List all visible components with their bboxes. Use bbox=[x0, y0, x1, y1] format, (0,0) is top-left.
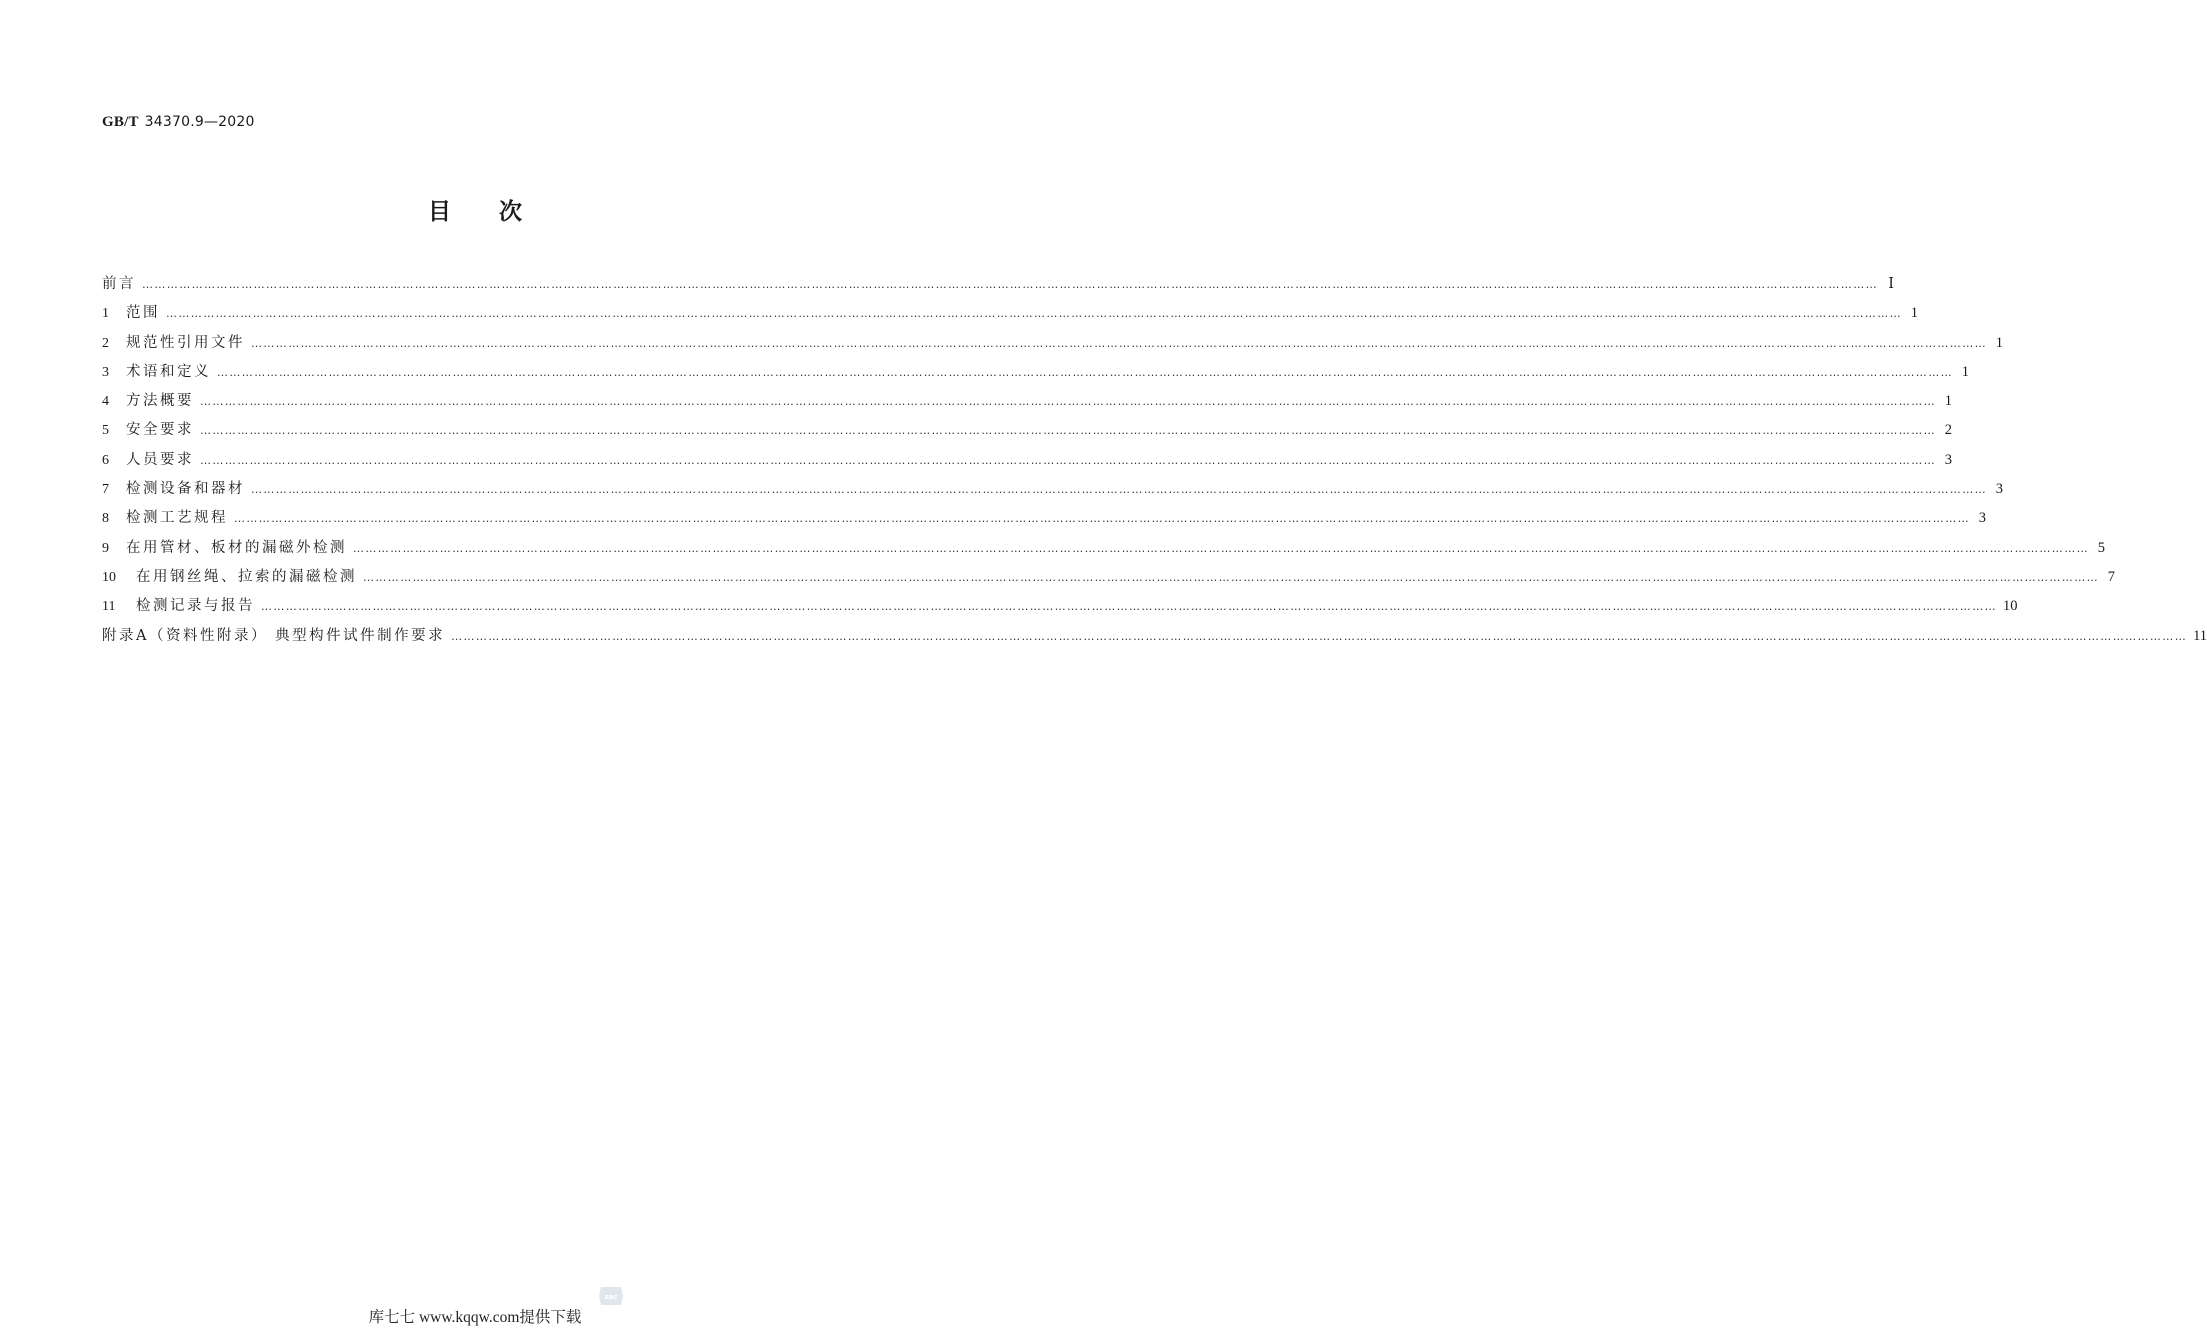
toc-entry-page: 5 bbox=[2097, 539, 2105, 556]
toc-entry-appendix-a[interactable] bbox=[102, 622, 2207, 651]
dot-leader: …………………………………………………………………………………………………………………………………………………………………………………………………………………………………………………………………………………………………………………………………………………………………………………… bbox=[363, 570, 2099, 584]
toc-entry-label: 方法概要 bbox=[126, 393, 194, 410]
page-title: 目次 bbox=[428, 199, 570, 225]
dot-leader: …………………………………………………………………………………………………………………………………………………………………………………………………………………………………………………………………………………………………………………………………………………………………………………… bbox=[251, 483, 1987, 497]
toc-entry-number: 1 bbox=[102, 306, 109, 322]
toc-entry-label: 在用钢丝绳、拉索的漏磁检测 bbox=[136, 568, 357, 585]
dot-leader: …………………………………………………………………………………………………………………………………………………………………………………………………………………………………………………………………………………………………………………………………………………………………………………… bbox=[200, 424, 1936, 438]
toc-entry-10[interactable] bbox=[102, 563, 2115, 592]
toc-entry-number: 8 bbox=[102, 511, 109, 527]
toc-entry-11[interactable] bbox=[102, 592, 2018, 621]
toc-entry-page: 11 bbox=[2193, 627, 2207, 644]
toc-entry-page: 3 bbox=[1978, 510, 1986, 527]
download-source-footer: 库七七 www.kqqw.com提供下载 bbox=[368, 1309, 582, 1326]
toc-entry-page: 3 bbox=[1995, 481, 2003, 498]
toc-entry-number: 4 bbox=[102, 394, 109, 410]
toc-entry-page: 2 bbox=[1944, 422, 1952, 439]
toc-entry-number: 6 bbox=[102, 452, 109, 468]
toc-entry-label: 检测记录与报告 bbox=[136, 598, 255, 615]
dot-leader: …………………………………………………………………………………………………………………………………………………………………………………………………………………………………………………………………………………………………………………………………………………………………………………… bbox=[142, 278, 1878, 291]
toc-entry-page: Ⅰ bbox=[1888, 276, 1894, 292]
dot-leader: …………………………………………………………………………………………………………………………………………………………………………………………………………………………………………………………………………………………………………………………………………………………………………………… bbox=[166, 307, 1902, 321]
toc-entry-3[interactable] bbox=[102, 358, 1969, 387]
toc-entry-label: 人员要求 bbox=[126, 451, 194, 468]
toc-entry-foreword[interactable] bbox=[102, 270, 1894, 299]
toc-entry-5[interactable] bbox=[102, 416, 1952, 445]
standard-number bbox=[102, 114, 255, 131]
toc-entry-9[interactable] bbox=[102, 534, 2105, 563]
toc-entry-label: 术语和定义 bbox=[126, 363, 211, 380]
standard-code: 34370.9—2020 bbox=[144, 114, 255, 130]
toc-entry-4[interactable] bbox=[102, 387, 1952, 416]
toc-entry-number: 3 bbox=[102, 364, 109, 380]
sac-logo-icon bbox=[598, 1285, 624, 1307]
dot-leader: …………………………………………………………………………………………………………………………………………………………………………………………………………………………………………………………………………………………………………………………………………………………………………………… bbox=[251, 336, 1987, 350]
toc-entry-2[interactable] bbox=[102, 329, 2003, 358]
toc-entry-page: 3 bbox=[1944, 451, 1952, 468]
toc-entry-number: 9 bbox=[102, 540, 109, 556]
toc-entry-label: 前言 bbox=[102, 276, 136, 292]
toc-entry-7[interactable] bbox=[102, 475, 2003, 504]
dot-leader: …………………………………………………………………………………………………………………………………………………………………………………………………………………………………………………………………………………………………………………………………………………………………………………… bbox=[353, 541, 2089, 555]
toc-entry-label: 检测设备和器材 bbox=[126, 481, 245, 498]
toc-entry-page: 1 bbox=[1944, 393, 1952, 410]
toc-entry-page: 1 bbox=[1995, 334, 2003, 351]
toc-entry-page: 1 bbox=[1961, 363, 1969, 380]
dot-leader: …………………………………………………………………………………………………………………………………………………………………………………………………………………………………………………………………………………………………………………………………………………………………………………… bbox=[234, 512, 1970, 526]
toc-entry-number: 10 bbox=[102, 569, 116, 585]
toc-entry-page: 1 bbox=[1910, 305, 1918, 322]
svg-text:sac: sac bbox=[604, 1293, 618, 1301]
toc-entry-label: 范围 bbox=[126, 305, 160, 322]
toc-entry-label: 安全要求 bbox=[126, 422, 194, 439]
toc-entry-label: 在用管材、板材的漏磁外检测 bbox=[126, 539, 347, 556]
toc-entry-number: 5 bbox=[102, 423, 109, 439]
toc-entry-label: 附录A（资料性附录） 典型构件试件制作要求 bbox=[102, 627, 446, 644]
dot-leader: …………………………………………………………………………………………………………………………………………………………………………………………………………………………………………………………………………………………………………………………………………………………………………………… bbox=[451, 629, 2188, 643]
dot-leader: …………………………………………………………………………………………………………………………………………………………………………………………………………………………………………………………………………………………………………………………………………………………………………………… bbox=[217, 365, 1953, 379]
toc-entry-number: 11 bbox=[102, 599, 116, 615]
toc-entry-8[interactable] bbox=[102, 504, 1986, 533]
toc-entry-label: 规范性引用文件 bbox=[126, 334, 245, 351]
dot-leader: …………………………………………………………………………………………………………………………………………………………………………………………………………………………………………………………………………………………………………………………………………………………………………………… bbox=[261, 600, 1997, 614]
standard-prefix: GB/T bbox=[102, 114, 139, 130]
toc-entry-page: 7 bbox=[2107, 568, 2115, 585]
toc-entry-label: 检测工艺规程 bbox=[126, 510, 228, 527]
dot-leader: …………………………………………………………………………………………………………………………………………………………………………………………………………………………………………………………………………………………………………………………………………………………………………………… bbox=[200, 453, 1936, 467]
dot-leader: …………………………………………………………………………………………………………………………………………………………………………………………………………………………………………………………………………………………………………………………………………………………………………………… bbox=[200, 395, 1936, 409]
table-of-contents bbox=[102, 270, 2207, 651]
toc-entry-page: 10 bbox=[2003, 598, 2018, 615]
toc-entry-6[interactable] bbox=[102, 446, 1952, 475]
toc-entry-number: 2 bbox=[102, 335, 109, 351]
toc-entry-1[interactable] bbox=[102, 299, 1918, 328]
toc-entry-number: 7 bbox=[102, 482, 109, 498]
